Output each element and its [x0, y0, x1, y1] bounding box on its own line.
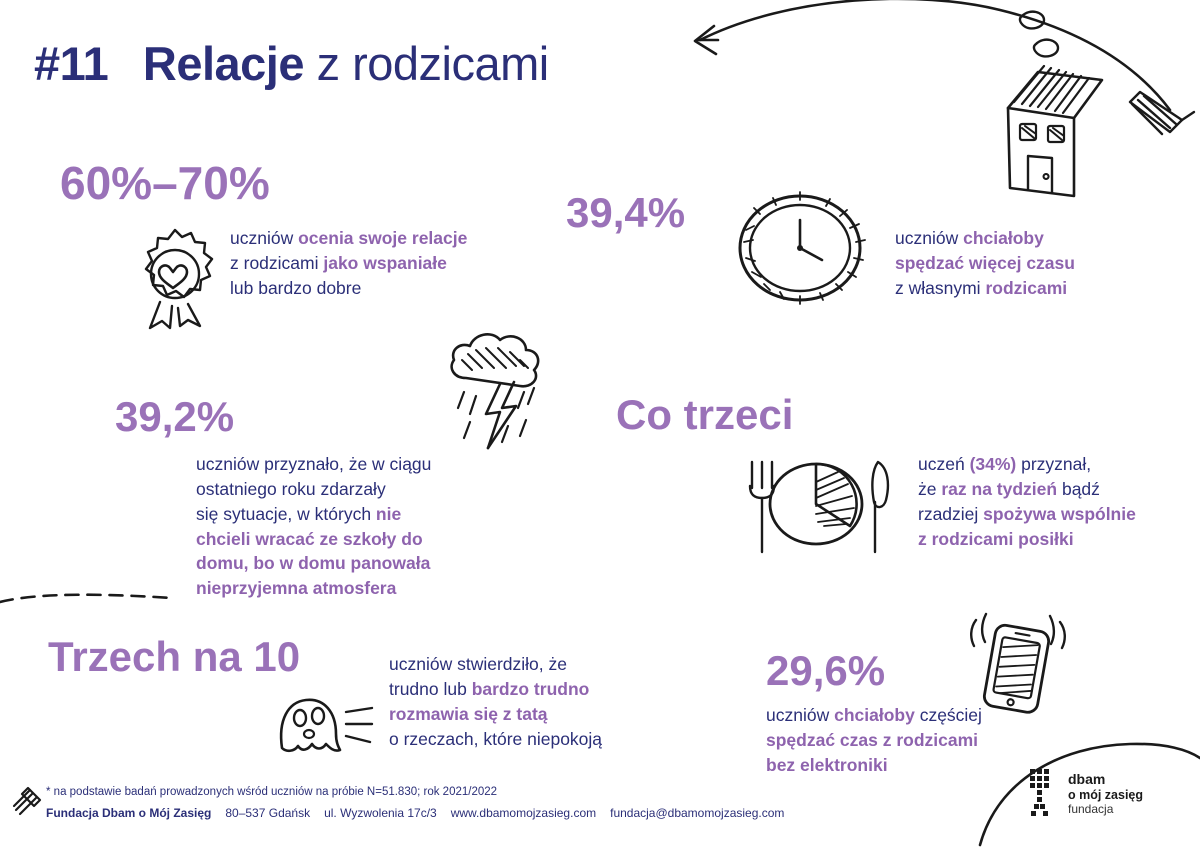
logo-line2: o mój zasięg — [1068, 787, 1144, 802]
clock-icon — [730, 190, 880, 308]
stat-value-clock: 39,4% — [566, 189, 686, 236]
stat-value-ghost: Trzech na 10 — [48, 633, 301, 680]
meal-line1-plain2: przyznał, — [1016, 454, 1092, 474]
ghost-line4: o rzeczach, które niepokoją — [389, 728, 603, 749]
ghost-icon — [268, 690, 378, 760]
stat-text-ghost — [389, 652, 651, 751]
page-title-rest: z rodzicami — [304, 37, 549, 90]
storm-line6-bold: nieprzyjemna atmosfera — [196, 578, 397, 599]
storm-line2: ostatniego roku zdarzały — [196, 478, 386, 499]
clock-line2-bold: spędzać więcej czasu — [895, 252, 1075, 273]
page-title-bold: Relacje — [142, 37, 305, 90]
storm-line5-bold: domu, bo w domu panowała — [196, 553, 431, 574]
ribbon-line3-plain: lub bardzo dobre — [230, 277, 362, 298]
foundation-logo — [1024, 765, 1174, 827]
stat-value-meal: Co trzeci — [616, 391, 794, 438]
stat-text-meal — [918, 452, 1168, 551]
storm-line3-plain: się sytuacje, w których — [196, 503, 376, 524]
ribbon-line1-plain: uczniów — [230, 228, 299, 248]
footer-org-name: Fundacja Dbam o Mój Zasięg — [46, 806, 212, 820]
footer-note: * na podstawie badań prowadzonych wśród uczniów na próbie N=51.830; rok 2021/2022 — [46, 786, 498, 798]
stat-text-phone — [766, 703, 1036, 778]
phone-line3-bold: bez elektroniki — [766, 754, 888, 775]
ribbon-line2-bold: jako wspaniałe — [323, 252, 447, 273]
ghost-line2-plain: trudno lub — [389, 678, 472, 699]
award-ribbon-icon — [120, 220, 230, 330]
stat-text-ribbon — [230, 226, 530, 301]
clock-line1-plain: uczniów — [895, 228, 964, 248]
logo-line3: fundacja — [1068, 802, 1114, 817]
storm-line4-bold: chcieli wracać ze szkoły do — [196, 528, 423, 549]
meal-line2-plain: że — [918, 478, 942, 499]
ghost-line3-bold: rozmawia się z tatą — [389, 703, 548, 724]
meal-line2-bold: raz na tydzień — [941, 478, 1058, 499]
footer-email[interactable]: fundacja@dbamomojzasieg.com — [610, 806, 785, 820]
stat-value-phone: 29,6% — [766, 647, 886, 694]
meal-line3-plain: rzadziej — [918, 503, 984, 524]
phone-line1-plain: uczniów — [766, 705, 835, 725]
stat-text-storm — [196, 452, 486, 601]
dotted-line-left — [0, 590, 180, 610]
meal-line4-bold: z rodzicami posiłki — [918, 528, 1074, 549]
meal-line1-bold: (34%) — [969, 454, 1017, 474]
ribbon-line2-plain: z rodzicami — [230, 252, 324, 273]
stat-text-clock — [895, 226, 1145, 301]
footer-street: ul. Wyzwolenia 17c/3 — [324, 806, 437, 820]
phone-line1-bold: chciałoby — [834, 705, 915, 725]
bottom-left-sketch — [10, 780, 50, 820]
ribbon-line1-bold: ocenia swoje relacje — [298, 228, 468, 248]
footer-postal: 80–537 Gdańsk — [225, 806, 311, 820]
storm-line1: uczniów przyznało, że w ciągu — [196, 454, 432, 474]
meal-line2-plain2: bądź — [1057, 478, 1100, 499]
top-right-sketch-group — [670, 0, 1200, 220]
logo-line1: dbam — [1068, 771, 1106, 787]
plate-cutlery-icon — [720, 452, 910, 562]
footer-website[interactable]: www.dbamomojzasieg.com — [450, 806, 597, 820]
stat-value-ribbon: 60%–70% — [60, 157, 270, 209]
storm-line3-bold: nie — [375, 503, 402, 524]
clock-line3-bold: rodzicami — [985, 277, 1068, 298]
ghost-line2-bold: bardzo trudno — [471, 678, 590, 699]
phone-line2-bold: spędzać czas z rodzicami — [766, 729, 979, 750]
meal-line3-bold: spożywa wspólnie — [983, 503, 1136, 524]
stat-value-storm: 39,2% — [115, 393, 235, 440]
clock-line1-bold: chciałoby — [963, 228, 1044, 248]
footer-contact-line — [46, 806, 784, 820]
phone-line1-plain2: częściej — [914, 705, 982, 725]
ghost-line1: uczniów stwierdziło, że — [389, 654, 567, 674]
page-title-number: #11 — [34, 37, 109, 90]
page-title — [34, 36, 549, 91]
logo-text — [1068, 771, 1143, 816]
storm-cloud-icon — [440, 330, 560, 460]
meal-line1-plain: uczeń — [918, 454, 970, 474]
clock-line3-plain: z własnymi — [895, 277, 986, 298]
